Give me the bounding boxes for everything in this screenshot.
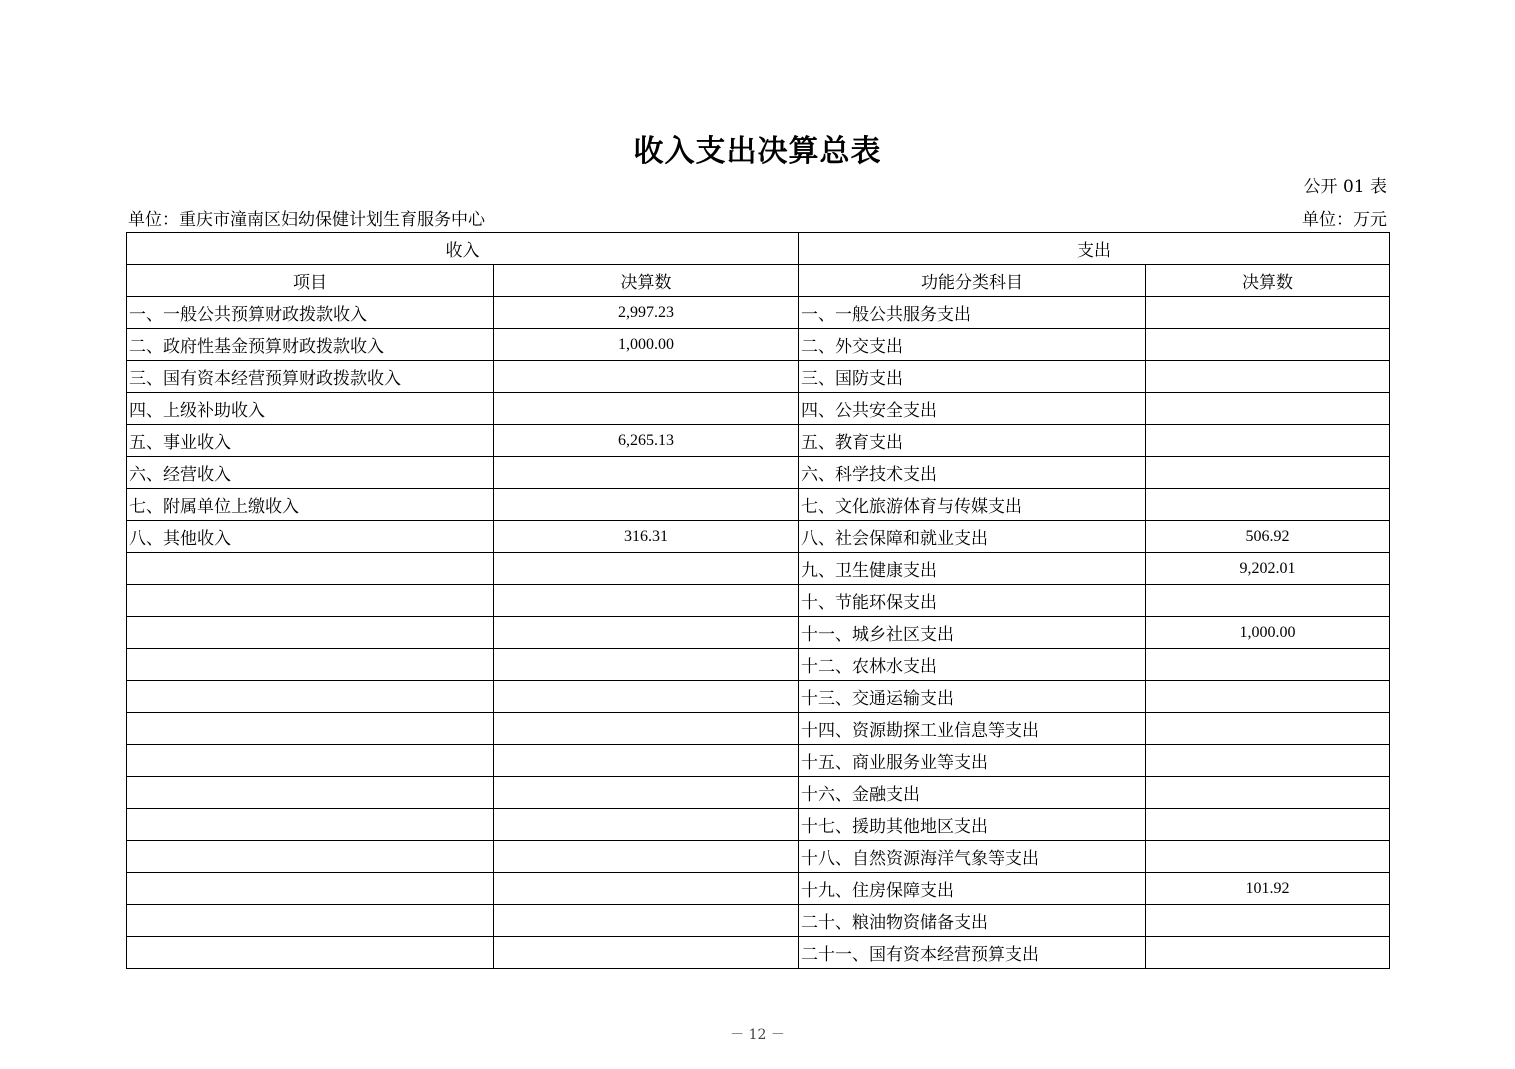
income-item-cell: 四、上级补助收入	[127, 393, 494, 425]
expense-item-cell: 八、社会保障和就业支出	[799, 521, 1146, 553]
table-row	[127, 329, 1390, 361]
income-item-cell	[127, 841, 494, 873]
expense-amount-cell	[1146, 585, 1390, 617]
amount-header: 决算数	[494, 265, 799, 297]
expense-amount-cell	[1146, 361, 1390, 393]
expense-item-cell: 十九、住房保障支出	[799, 873, 1146, 905]
form-number: 公开 01 表	[1303, 177, 1387, 197]
income-item-cell	[127, 585, 494, 617]
expense-item-cell: 十一、城乡社区支出	[799, 617, 1146, 649]
income-item-cell	[127, 553, 494, 585]
income-amount-cell	[494, 617, 799, 649]
expense-item-cell: 七、文化旅游体育与传媒支出	[799, 489, 1146, 521]
expense-item-cell: 十五、商业服务业等支出	[799, 745, 1146, 777]
income-amount-cell	[494, 905, 799, 937]
income-amount-cell	[494, 489, 799, 521]
table-row	[127, 393, 1390, 425]
table-row	[127, 585, 1390, 617]
table-row	[127, 777, 1390, 809]
table-row	[127, 873, 1390, 905]
expense-amount-cell	[1146, 841, 1390, 873]
income-item-cell: 六、经营收入	[127, 457, 494, 489]
expense-item-cell: 四、公共安全支出	[799, 393, 1146, 425]
income-amount-cell: 6,265.13	[494, 425, 799, 457]
income-item-cell	[127, 681, 494, 713]
expense-item-cell: 六、科学技术支出	[799, 457, 1146, 489]
expense-amount-cell: 1,000.00	[1146, 617, 1390, 649]
income-item-cell	[127, 873, 494, 905]
table-header-row-1	[127, 233, 1390, 265]
table-row	[127, 617, 1390, 649]
income-amount-cell: 1,000.00	[494, 329, 799, 361]
income-item-cell	[127, 905, 494, 937]
expense-amount-cell	[1146, 329, 1390, 361]
income-item-cell: 一、一般公共预算财政拨款收入	[127, 297, 494, 329]
table-row	[127, 553, 1390, 585]
expense-amount-cell	[1146, 745, 1390, 777]
income-header: 收入	[127, 233, 799, 265]
table-row	[127, 297, 1390, 329]
amount-header-2: 决算数	[1146, 265, 1390, 297]
expense-item-cell: 十三、交通运输支出	[799, 681, 1146, 713]
table-header-row-2	[127, 265, 1390, 297]
table-row	[127, 457, 1390, 489]
expense-header: 支出	[799, 233, 1390, 265]
income-amount-cell	[494, 681, 799, 713]
expense-amount-cell: 9,202.01	[1146, 553, 1390, 585]
table-row	[127, 681, 1390, 713]
income-amount-cell	[494, 745, 799, 777]
table-row	[127, 521, 1390, 553]
income-expense-table	[126, 232, 1390, 969]
expense-amount-cell	[1146, 937, 1390, 969]
income-item-cell: 五、事业收入	[127, 425, 494, 457]
income-amount-cell	[494, 361, 799, 393]
table-row	[127, 713, 1390, 745]
income-amount-cell	[494, 809, 799, 841]
table-row	[127, 489, 1390, 521]
income-item-cell: 七、附属单位上缴收入	[127, 489, 494, 521]
income-item-cell	[127, 809, 494, 841]
expense-item-cell: 五、教育支出	[799, 425, 1146, 457]
table-row	[127, 361, 1390, 393]
income-amount-cell	[494, 777, 799, 809]
expense-amount-cell	[1146, 457, 1390, 489]
expense-item-cell: 九、卫生健康支出	[799, 553, 1146, 585]
expense-item-cell: 二十、粮油物资储备支出	[799, 905, 1146, 937]
expense-amount-cell	[1146, 681, 1390, 713]
table-row	[127, 425, 1390, 457]
item-header: 项目	[127, 265, 494, 297]
income-amount-cell	[494, 937, 799, 969]
expense-amount-cell	[1146, 777, 1390, 809]
income-item-cell	[127, 713, 494, 745]
income-amount-cell	[494, 649, 799, 681]
income-item-cell: 二、政府性基金预算财政拨款收入	[127, 329, 494, 361]
income-amount-cell	[494, 873, 799, 905]
table-row	[127, 809, 1390, 841]
expense-amount-cell	[1146, 297, 1390, 329]
unit-name: 单位：重庆市潼南区妇幼保健计划生育服务中心	[128, 210, 485, 230]
income-amount-cell	[494, 841, 799, 873]
expense-item-cell: 十、节能环保支出	[799, 585, 1146, 617]
expense-amount-cell	[1146, 809, 1390, 841]
income-amount-cell: 316.31	[494, 521, 799, 553]
table-row	[127, 745, 1390, 777]
expense-amount-cell: 506.92	[1146, 521, 1390, 553]
page-number: － 12 －	[730, 1027, 785, 1043]
expense-amount-cell	[1146, 425, 1390, 457]
income-item-cell: 三、国有资本经营预算财政拨款收入	[127, 361, 494, 393]
table-row	[127, 841, 1390, 873]
table-row	[127, 937, 1390, 969]
income-amount-cell	[494, 585, 799, 617]
income-amount-cell	[494, 457, 799, 489]
income-amount-cell: 2,997.23	[494, 297, 799, 329]
expense-item-cell: 一、一般公共服务支出	[799, 297, 1146, 329]
expense-item-cell: 二十一、国有资本经营预算支出	[799, 937, 1146, 969]
page-title: 收入支出决算总表	[633, 134, 882, 169]
income-item-cell	[127, 777, 494, 809]
table-row	[127, 905, 1390, 937]
income-item-cell: 八、其他收入	[127, 521, 494, 553]
expense-item-cell: 十八、自然资源海洋气象等支出	[799, 841, 1146, 873]
currency-unit: 单位：万元	[1302, 210, 1387, 230]
expense-amount-cell	[1146, 905, 1390, 937]
income-item-cell	[127, 649, 494, 681]
expense-item-cell: 十二、农林水支出	[799, 649, 1146, 681]
income-amount-cell	[494, 713, 799, 745]
expense-amount-cell	[1146, 713, 1390, 745]
expense-item-cell: 三、国防支出	[799, 361, 1146, 393]
expense-amount-cell	[1146, 393, 1390, 425]
income-amount-cell	[494, 553, 799, 585]
expense-item-cell: 十四、资源勘探工业信息等支出	[799, 713, 1146, 745]
expense-amount-cell	[1146, 489, 1390, 521]
expense-amount-cell: 101.92	[1146, 873, 1390, 905]
expense-amount-cell	[1146, 649, 1390, 681]
expense-item-cell: 十七、援助其他地区支出	[799, 809, 1146, 841]
function-item-header: 功能分类科目	[799, 265, 1146, 297]
expense-item-cell: 二、外交支出	[799, 329, 1146, 361]
income-item-cell	[127, 937, 494, 969]
income-item-cell	[127, 617, 494, 649]
expense-item-cell: 十六、金融支出	[799, 777, 1146, 809]
income-item-cell	[127, 745, 494, 777]
income-amount-cell	[494, 393, 799, 425]
table-row	[127, 649, 1390, 681]
